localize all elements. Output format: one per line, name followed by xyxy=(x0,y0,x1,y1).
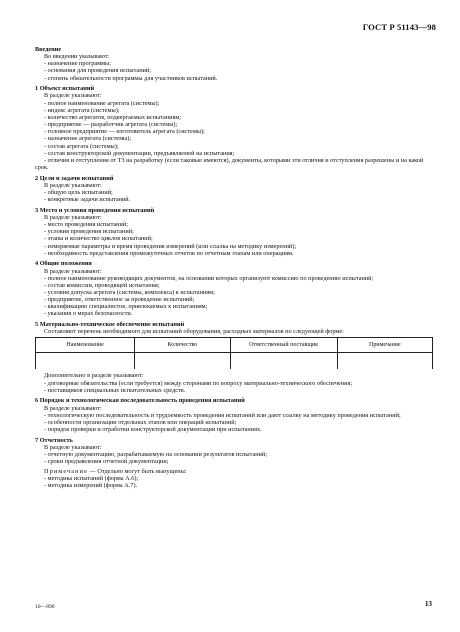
list-item: - порядок проверки и отработки конструкторской документации при испытаниях. xyxy=(44,426,262,434)
list-item: - степень обязательности программы для участников испытаний. xyxy=(44,74,218,82)
list-item: - индекс агрегата (системы); xyxy=(44,106,120,114)
list-item: - измеряемые параметры и время проведения измерений (или ссылка на методику измерений); xyxy=(44,242,297,250)
list-item: - головное предприятие — изготовитель агрегата (системы); xyxy=(44,128,205,136)
section-title-intro: Введение xyxy=(35,46,62,53)
list-item: - назначение программы; xyxy=(44,60,111,68)
section-title-4: 4 Общие положения xyxy=(35,260,92,268)
list-item: - полное наименование руководящих документов, на основании которых организуют комиссию по проведению испытаний; xyxy=(44,274,374,282)
list-item: - особенности организации отдельных этапов или операций испытаний; xyxy=(44,418,237,426)
list-item: - общую цель испытаний; xyxy=(44,188,113,196)
table-cell xyxy=(230,353,337,370)
note-label: Примечание xyxy=(44,467,88,475)
list-item: - состав конструкторской документации, предъявляемой на испытания; xyxy=(44,149,235,157)
section-lead: В разделе указывают: xyxy=(44,404,102,412)
list-item: - условия допуска агрегата (системы, комплекса) к испытаниям; xyxy=(44,289,215,296)
table-header-cell: Примечание xyxy=(337,338,432,353)
table-header-cell: Наименование xyxy=(36,338,135,353)
list-item: - методика измерений (форма А.7). xyxy=(44,482,138,490)
section-lead: В разделе указывают: xyxy=(44,181,102,189)
section-lead: В разделе указывают: xyxy=(44,213,102,221)
list-item: - этапы и количество циклов испытаний; xyxy=(44,235,153,243)
section-lead: Дополнительно в разделе указывают: xyxy=(44,372,144,380)
list-item: - основания для проведения испытаний; xyxy=(44,67,151,75)
list-item: - квалификацию специалистов, привлекаемых к испытаниям; xyxy=(44,303,208,311)
section-title-3: 3 Место и условия проведения испытаний xyxy=(35,206,155,214)
list-item: - технологическую последовательность и трудоемкость проведения испытаний или дают ссылку на методику проведения испытаний; xyxy=(44,411,401,419)
section-lead: В разделе указывают: xyxy=(44,92,102,100)
list-item: - количество агрегатов, подвергаемых испытаниям; xyxy=(44,113,182,121)
section-title-1: 1 Объект испытаний xyxy=(35,85,95,93)
list-item: - предприятие, ответственное за проведение испытаний; xyxy=(44,296,195,304)
table-header-row xyxy=(36,338,433,353)
list-item: - поставщиков специальных испытательных средств. xyxy=(44,386,186,394)
list-item: - указания о мерах безопасности. xyxy=(44,310,133,318)
section-lead: Составляют перечень необходимого для испытаний оборудования, расходных материалов по следующей форме: xyxy=(44,328,344,336)
list-item: - предприятие — разработчик агрегата (системы); xyxy=(44,121,178,129)
list-item: - место проведения испытаний; xyxy=(44,221,128,229)
section-title-2: 2 Цели и задачи испытаний xyxy=(35,174,114,182)
section-title-5: 5 Материально-техническое обеспечение испытаний xyxy=(35,321,185,329)
note xyxy=(35,468,433,475)
section-title-6: 6 Порядок и технологическая последовательность проведения испытаний xyxy=(35,397,245,405)
section-title-7: 7 Отчетность xyxy=(35,436,73,444)
standard-header: ГОСТ Р 51143—98 xyxy=(362,22,436,32)
section-lead: В разделе указывают: xyxy=(44,267,102,275)
list-item: - полное наименование агрегата (системы); xyxy=(44,99,160,107)
list-item: - отличия и отступления от ТЗ на разработку (если таковые имеются), документы, которыми эти отличия и отступления разрешены и на какой срок. xyxy=(35,156,424,171)
list-item: - состав агрегата (системы); xyxy=(44,142,119,150)
print-mark: 10—890 xyxy=(35,604,55,610)
table-row xyxy=(36,353,433,370)
resources-form-table xyxy=(35,337,433,369)
table-cell xyxy=(135,353,230,370)
table-header-cell: Ответственный поставщик xyxy=(230,338,337,353)
note-text: — Отдельно могут быть выпущены: xyxy=(87,467,187,475)
page-number: 13 xyxy=(424,600,432,608)
list-item: - отчетную документацию, разрабатываемую на основании результатов испытаний; xyxy=(44,451,267,458)
list-item: - назначение агрегата (системы); xyxy=(44,135,132,143)
section-lead: В разделе указывают: xyxy=(44,443,102,451)
list-item: - конкретные задачи испытаний. xyxy=(44,196,131,204)
list-item: - сроки предъявления отчетной документации; xyxy=(44,458,169,466)
table-cell xyxy=(337,353,432,370)
list-item: - необходимость представления промежуточных отчетов по отчетным этапам или операциям. xyxy=(44,249,294,257)
table-header-cell: Количество xyxy=(135,338,230,353)
list-item: - методика испытаний (форма А.6); xyxy=(44,474,139,482)
section-lead: Во введении указывают: xyxy=(44,53,110,61)
document-body xyxy=(35,46,433,489)
list-item: - условия проведения испытаний; xyxy=(44,228,134,236)
table-cell xyxy=(36,353,135,370)
list-item: - договорные обязательства (если требуется) между сторонами по вопросу материально-технического обеспечения; xyxy=(44,379,353,387)
list-item: - состав комиссии, проводящей испытания; xyxy=(44,281,160,289)
